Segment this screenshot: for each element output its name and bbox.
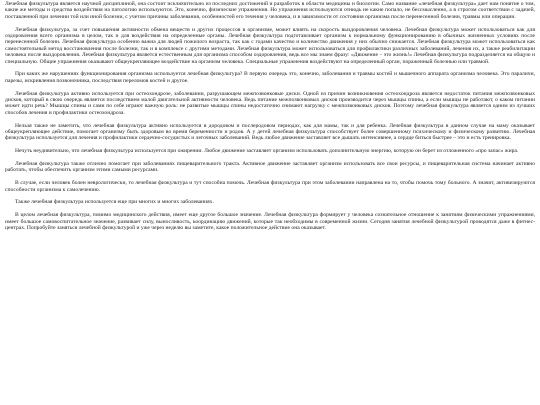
paragraph-neurology: В случае, если человек болен неврологически, то лечебная физкультура и тут способна помочь. Лечебная физкультура при этом заболевании направлена на то, чтобы помочь тому больного. А значит, активизируются способности организма к самолечению. <box>5 180 535 193</box>
paragraph-indications: При каких же нарушениях функционирования организма используется лечебная физкультура? В первую очередь это, конечно, заболевания и травмы костей и мышечного аппарата организма человека. Это параличи, парезы, искривления позвоночника, последствия переломов костей и другое. <box>5 71 535 84</box>
paragraph-other-diseases: Также лечебная физкультура используется еще при многих и многих заболеваниях. <box>15 199 214 206</box>
paragraph-pregnancy: Нельзя также не заметить, что лечебная физкультура активно используется в дородовом и послеродовом периодах, как для мамы, так и для ребенка. Лечебная физкультура в данном случае на маму оказывает общеукрепляющее действие, помогает организму быть здоровым во время беременности и родов. А у детей лечебная физкультура способствует более совершенному психическому и физическому развитию. Лечебная физкультура используется для лечения и профилактики сердечно-сосудистых и легочных заболеваний. Ведь любое движение заставляет все дышать интенсивнее, а сердце биться быстрее – это и есть тренировка. <box>5 122 535 142</box>
paragraph-benefits: Лечебная физкультура, за счет повышения активности обмена веществ и других процессов в организме, может влиять на скорость выздоровления человека. Лечебная физкультура может использоваться как для оздоровления всего организма в целом, так и для воздействия на определенные органы. Лечебная физкультура подготавливает организм к нормальному функционированию в обычных жизненных условиях после перенесенной болезни. Лечебная физкультура особенно важна для людей пожилого возраста, так как с годами качество и количество движения у них обычно снижается. Лечебная физкультура может использоваться как самостоятельный метод восстановления после болезни, так и в комплексе с другими методами. Лечебная физкультура может использоваться для профилактики различных заболеваний, лечения их, а также реабилитации человека после выздоровления. Лечебная физкультура является естественным для организма способом оздоровления, ведь все мы знаем фразу: «Движение – это жизнь!» Лечебная физкультура подразделяется на общую и специальную. Общие упражнения оказывают общеукрепляющее воздействие на организм человека. Специальные упражнения воздействуют на определенный орган, пораженный болезнью или травмой. <box>5 26 535 65</box>
paragraph-intro: Лечебная физкультура является научной дисциплиной, она состоит исключительно из последних достижений и разработок в области медицины и биологии. Само название «лечебная физкультура» дает нам понятие о том, какие же методы и средства воздействия на патологию используются. Это, конечно, физические упражнения. Но упражнения используются отнюдь не какие попало, не бессмысленно, а в строгом соответствии с задачей, поставленной при лечении той или иной болезни, с учетом причины заболевания, особенностей его течения у человека, и в зависимости от состояния организма после перенесенной болезни, травмы или операции. <box>5 1 535 20</box>
paragraph-conclusion: В целом лечебная физкультура, помимо медицинского действия, имеет еще другое большое значение. Лечебная физкультура формирует у человека сознательное отношение к занятиям физическими упражнениями, имеет большое самовоспитательное значение, развивает силу, выносливость, координацию движений, которые так необходимы в современной жизни. Сегодня занятия лечебной физкультурой проводятся даже в фитнес-центрах. Попробуйте заняться лечебной физкультурой и уже через неделю вы заметите, какое положительное действие она оказывает. <box>5 212 535 232</box>
paragraph-obesity: Нечуть неудивительно, что лечебная физкультура используется при ожирении. Любое движение заставляет организм использовать дополнительную энергию, которую он берет из отложенного «про запас» жира. <box>15 148 519 155</box>
paragraph-digestion: Лечебная физкультура также отлично помогает при заболеваниях пищеварительного тракта. Активное движение заставляет организм использовать все свои ресурсы, и пищеварительная система начинает активно работать, чтобы обеспечить организм этими самыми ресурсами. <box>5 161 535 174</box>
paragraph-osteochondrosis: Лечебная физкультура активно используется при остеохондрозе, заболевании, разрушающем межпозвонковые диски. Одной из причин возникновения остеохондроза является недостаток питания межпозвонковых дисков, который в свою очередь является последствием малой двигательной активности человека. Ведь питание межпозвонковых дисков производится через мышцы спины, а если мышцы не работают, о каком питании может идти речь? Мышцы спины и сами по себе играют важную роль: не развитые мышцы спины недостаточно снимают нагрузку с межпозвонковых дисков. Поэтому лечебная физкультура является одним из лучших способов лечения и профилактики остеохондроза. <box>5 90 535 116</box>
